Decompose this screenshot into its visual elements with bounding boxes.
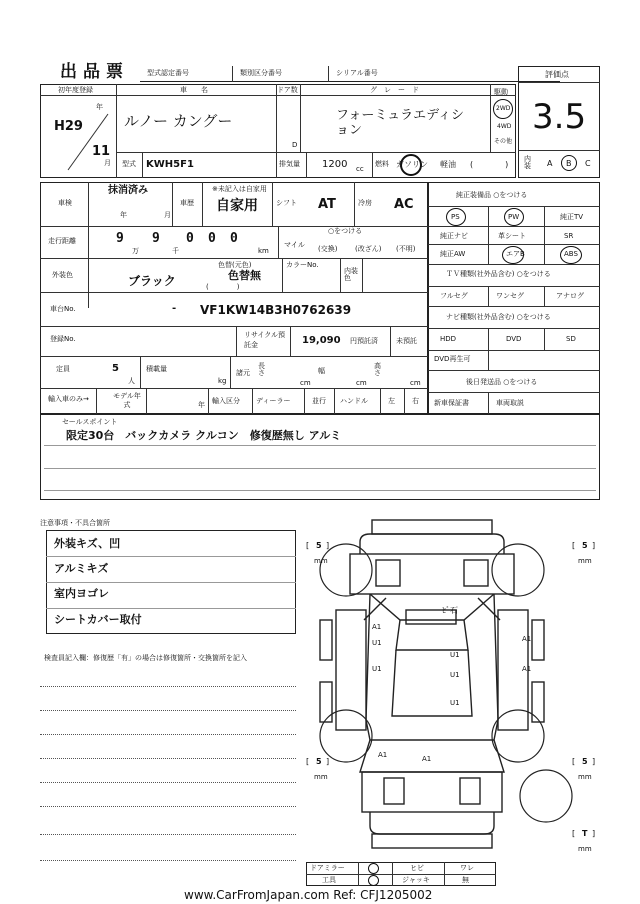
divider xyxy=(202,182,203,226)
tire-rl: 5 xyxy=(316,757,322,766)
score-value: 3.5 xyxy=(532,97,587,137)
mileage-opt-1: (交換) xyxy=(318,245,338,253)
divider xyxy=(230,356,231,388)
equip-item: ABS xyxy=(564,250,578,258)
class-label: 類別区分番号 xyxy=(240,69,282,77)
equip-item: PS xyxy=(451,213,460,221)
divider xyxy=(404,388,405,414)
divider xyxy=(40,806,296,807)
equip-item: エアB xyxy=(506,250,525,258)
divider xyxy=(116,84,117,178)
navi-title: ナビ種類(社外品含む) ○をつける xyxy=(446,313,551,321)
mileage-digit: 0 xyxy=(208,231,216,246)
first-reg-label: 初年度登録 xyxy=(58,86,93,94)
footer-watermark: www.CarFromJapan.com Ref: CFJ1205002 xyxy=(184,888,433,902)
fuel-label: 燃料 xyxy=(375,160,389,168)
divider xyxy=(340,258,341,292)
note-item: 室内ヨゴレ xyxy=(54,587,109,600)
bracket: ] xyxy=(326,757,330,766)
cc-unit: cc xyxy=(356,165,364,173)
drive-4wd: 4WD xyxy=(497,123,512,130)
tv-item: アナログ xyxy=(556,292,584,300)
divider xyxy=(300,84,301,152)
tv-item: フルセグ xyxy=(440,292,468,300)
bracket: [ xyxy=(572,829,576,838)
equip-item: PW xyxy=(508,213,520,221)
dims-label: 諸元 xyxy=(236,369,250,377)
divider xyxy=(544,286,545,306)
drive-other: その他 xyxy=(494,138,513,145)
after-title: 後日発送品 ○をつける xyxy=(466,378,538,386)
mark-u1: U1 xyxy=(450,651,460,659)
import-label: 輸入車のみ→ xyxy=(48,395,89,403)
divider xyxy=(40,356,428,357)
chassis-value: VF1KW14B3H0762639 xyxy=(200,303,352,317)
divider xyxy=(428,226,600,227)
divider xyxy=(328,66,329,82)
bracket: [ xyxy=(572,541,576,550)
displacement-value: 1200 xyxy=(322,159,348,170)
divider xyxy=(96,388,97,414)
divider xyxy=(46,582,296,583)
grade-name-value: フォーミュラエディション xyxy=(336,108,465,138)
month-unit: 月 xyxy=(104,159,111,167)
car-name-label: 車 名 xyxy=(180,86,208,94)
divider xyxy=(46,608,296,609)
tv-title: ＴＶ種類(社外品含む) ○をつける xyxy=(446,270,551,278)
equip-item: 純正AW xyxy=(440,250,466,258)
equip-item: SR xyxy=(564,232,574,240)
divider xyxy=(428,392,600,393)
tire-mm: mm xyxy=(578,773,592,781)
load-kg: kg xyxy=(218,377,227,385)
sales-point-box xyxy=(40,414,600,500)
mileage-mile: マイル xyxy=(284,241,305,249)
load-label: 積載量 xyxy=(146,365,167,373)
registration-label: 登録No. xyxy=(50,335,76,343)
equip-item: 純正ナビ xyxy=(440,232,468,240)
divider xyxy=(40,95,516,96)
equipment-title: 純正装備品 ○をつける xyxy=(456,191,528,199)
mileage-km: km xyxy=(258,247,269,255)
drive-2wd: 2WD xyxy=(496,105,511,112)
divider xyxy=(278,226,279,258)
mark-a1: A1 xyxy=(422,755,432,763)
type-value: KWH5F1 xyxy=(146,159,194,170)
divider xyxy=(392,862,393,886)
dims-width: 幅 xyxy=(318,367,325,375)
divider xyxy=(282,258,283,292)
mark-a1: A1 xyxy=(372,623,382,631)
mark-a1: A1 xyxy=(522,665,532,673)
divider xyxy=(290,326,291,356)
legend-hibi: ヒビ xyxy=(410,864,424,872)
usage-note: ※未記入は自家用 xyxy=(212,185,267,193)
divider xyxy=(40,686,296,687)
mileage-opt-3: (不明) xyxy=(396,245,416,253)
dims-cm: cm xyxy=(356,379,367,387)
mileage-label: 走行距離 xyxy=(48,237,76,245)
divider xyxy=(44,445,596,446)
bracket: [ xyxy=(572,757,576,766)
note-item: 外装キズ、凹 xyxy=(54,537,121,550)
tire-mm: mm xyxy=(314,557,328,565)
equip-item: 純正TV xyxy=(560,213,584,221)
divider xyxy=(358,862,359,886)
divider xyxy=(544,328,545,350)
doors-label: ドア数 xyxy=(277,86,298,94)
divider xyxy=(490,84,491,152)
model-year-label: モデル年式 xyxy=(113,392,141,409)
bracket: ] xyxy=(326,541,330,550)
divider xyxy=(40,326,428,327)
navi-item: DVD xyxy=(506,335,522,343)
usage-label: 車歴 xyxy=(180,199,194,207)
year-unit: 年 xyxy=(96,103,103,111)
divider xyxy=(354,182,355,226)
bracket: ] xyxy=(592,541,596,550)
divider xyxy=(44,468,596,469)
repaint-label: 色替(元色) xyxy=(218,261,252,269)
color-label: 外装色 xyxy=(52,271,73,279)
fuel-paren: ( ) xyxy=(470,160,509,169)
notes-label: 注意事項・不具合箇所 xyxy=(40,519,110,527)
divider xyxy=(208,388,209,414)
chassis-label: 車台No. xyxy=(50,305,76,313)
mark-a1: A1 xyxy=(378,751,388,759)
mileage-man: 万 xyxy=(132,247,139,255)
legend-tool: 工具 xyxy=(322,876,336,884)
inspector-label: 検査員記入欄：修復歴「有」の場合は修復箇所・交換箇所を記入 xyxy=(44,654,247,662)
divider xyxy=(46,556,296,557)
divider xyxy=(428,306,600,307)
divider xyxy=(372,152,373,178)
ac-label: 冷房 xyxy=(358,199,372,207)
mileage-circle-note: ○をつける xyxy=(328,227,363,235)
divider xyxy=(428,286,600,287)
mark-a1: A1 xyxy=(522,635,532,643)
door-letter: D xyxy=(292,141,298,149)
divider xyxy=(40,734,296,735)
divider xyxy=(488,328,489,370)
divider xyxy=(306,152,307,178)
divider xyxy=(88,182,89,308)
fuel-gas: ガソリン xyxy=(396,160,428,169)
recycle-not: 未預託 xyxy=(396,337,417,345)
tire-t: T xyxy=(582,829,588,838)
inspection-label: 車検 xyxy=(58,199,72,207)
divider xyxy=(518,150,600,151)
divider xyxy=(232,66,233,82)
circle-mark-icon xyxy=(368,863,379,874)
divider xyxy=(488,392,489,414)
serial-label: シリアル番号 xyxy=(336,69,378,77)
import-left: 左 xyxy=(388,397,395,405)
divider xyxy=(40,388,428,389)
type-label: 型式 xyxy=(122,160,136,168)
model-cert-label: 型式認定番号 xyxy=(147,69,189,77)
import-type-label: 輸入区分 xyxy=(212,397,240,405)
divider xyxy=(390,326,391,356)
divider xyxy=(428,244,600,245)
mark-u1: U1 xyxy=(372,665,382,673)
shift-label: シフト xyxy=(276,199,297,207)
tv-item: ワンセグ xyxy=(496,292,524,300)
repaint-value: 色替無 xyxy=(228,269,261,282)
legend-ware: ワレ xyxy=(460,864,474,872)
import-year-unit: 年 xyxy=(198,401,205,409)
divider xyxy=(40,860,296,861)
main-details-box xyxy=(40,182,428,414)
after-item: 新車保証書 xyxy=(434,399,469,407)
dims-height: 高さ xyxy=(374,362,381,377)
grade-col-label: グ レ ー ド xyxy=(370,86,419,94)
import-right: 右 xyxy=(412,397,419,405)
dims-length: 長さ xyxy=(258,362,265,377)
circle-mark-icon xyxy=(368,875,379,886)
divider xyxy=(276,84,277,152)
mark-u1: U1 xyxy=(450,671,460,679)
divider xyxy=(304,388,305,414)
divider xyxy=(172,182,173,226)
divider xyxy=(428,328,600,329)
tire-mm: mm xyxy=(314,773,328,781)
capacity-unit: 人 xyxy=(128,377,135,385)
divider xyxy=(236,326,237,356)
divider xyxy=(116,152,516,153)
divider xyxy=(40,758,296,759)
capacity-value: 5 xyxy=(112,363,119,374)
interior-color-label: 内装色 xyxy=(344,267,358,282)
interior-b: B xyxy=(566,159,572,168)
dims-cm: cm xyxy=(410,379,421,387)
year-value: H29 xyxy=(54,119,83,134)
mileage-digit: 0 xyxy=(230,231,238,246)
tire-fr: 5 xyxy=(582,541,588,550)
divider xyxy=(488,286,489,306)
tire-mm: mm xyxy=(578,557,592,565)
repaint-paren: ( ) xyxy=(206,283,240,291)
legend-door-mirror: ドアミラー xyxy=(310,864,345,872)
shift-value: AT xyxy=(318,197,336,212)
import-parallel: 並行 xyxy=(312,397,326,405)
divider xyxy=(428,206,600,207)
equip-item: 革シート xyxy=(498,232,526,240)
mark-u1: U1 xyxy=(450,699,460,707)
divider xyxy=(140,356,141,388)
tire-mm: mm xyxy=(578,845,592,853)
sales-point-label: セールスポイント xyxy=(62,418,118,426)
sales-point-text: 限定30台 バックカメラ クルコン 修復歴無し アルミ xyxy=(66,429,342,442)
legend-nashi: 無 xyxy=(462,876,469,884)
inspection-value: 抹消済み xyxy=(108,185,148,196)
mileage-digit: 0 xyxy=(186,231,194,246)
bracket: [ xyxy=(306,541,310,550)
dvd-label: DVD再生可 xyxy=(434,355,471,363)
legend-jack: ジャッキ xyxy=(402,876,430,884)
chassis-dash: - xyxy=(172,303,177,314)
divider xyxy=(40,226,428,227)
interior-label: 内装 xyxy=(524,155,531,170)
month-value: 11 xyxy=(92,144,111,159)
note-item: シートカバー取付 xyxy=(54,613,142,626)
divider xyxy=(428,350,600,351)
dims-cm: cm xyxy=(300,379,311,387)
recycle-value: 19,090 xyxy=(302,335,341,346)
divider xyxy=(306,874,496,875)
interior-c: C xyxy=(585,159,591,168)
page-title: 出品票 xyxy=(60,62,129,82)
import-handle: ハンドル xyxy=(340,397,368,405)
divider xyxy=(488,206,489,264)
mileage-sen: 千 xyxy=(172,247,179,255)
interior-a: A xyxy=(547,159,553,168)
mileage-digit: 9 xyxy=(116,231,124,246)
navi-item: HDD xyxy=(440,335,457,343)
mark-windshield: ﾋﾞ石 xyxy=(442,606,458,615)
recycle-label: リサイクル預託金 xyxy=(244,331,286,349)
import-dealer: ディーラー xyxy=(256,397,291,405)
note-item: アルミキズ xyxy=(54,562,109,575)
divider xyxy=(334,388,335,414)
capacity-label: 定員 xyxy=(56,365,70,373)
mark-u1: U1 xyxy=(372,639,382,647)
recycle-done: 円預託済 xyxy=(350,337,378,345)
fuel-diesel: 軽油 xyxy=(440,160,456,169)
divider xyxy=(428,264,600,265)
mileage-opt-2: (改ざん) xyxy=(355,245,382,253)
inspection-year-unit: 年 xyxy=(120,211,127,219)
divider xyxy=(272,182,273,226)
divider xyxy=(146,388,147,414)
navi-item: SD xyxy=(566,335,576,343)
divider xyxy=(40,834,296,835)
color-value: ブラック xyxy=(128,274,176,288)
mileage-digit: 9 xyxy=(152,231,160,246)
tire-rr: 5 xyxy=(582,757,588,766)
color-no-label: カラーNo. xyxy=(286,261,319,269)
divider xyxy=(40,258,428,259)
displacement-label: 排気量 xyxy=(279,160,300,168)
tire-fl: 5 xyxy=(316,541,322,550)
divider xyxy=(444,862,445,886)
divider xyxy=(428,370,600,371)
divider xyxy=(544,206,545,264)
score-label: 評価点 xyxy=(545,70,569,79)
divider xyxy=(44,490,596,491)
bracket: ] xyxy=(592,757,596,766)
usage-value: 自家用 xyxy=(216,198,258,214)
drive-label: 駆動 xyxy=(494,88,508,96)
divider xyxy=(40,782,296,783)
bracket: ] xyxy=(592,829,596,838)
divider xyxy=(40,292,428,293)
divider xyxy=(252,388,253,414)
divider xyxy=(40,710,296,711)
inspection-month-unit: 月 xyxy=(164,211,171,219)
divider xyxy=(276,152,277,178)
divider xyxy=(362,258,363,292)
divider xyxy=(518,82,600,83)
bracket: [ xyxy=(306,757,310,766)
divider xyxy=(142,152,143,178)
after-item: 車両取説 xyxy=(496,399,524,407)
divider xyxy=(380,388,381,414)
car-name-value: ルノー カングー xyxy=(124,112,233,130)
ac-value: AC xyxy=(394,197,414,212)
